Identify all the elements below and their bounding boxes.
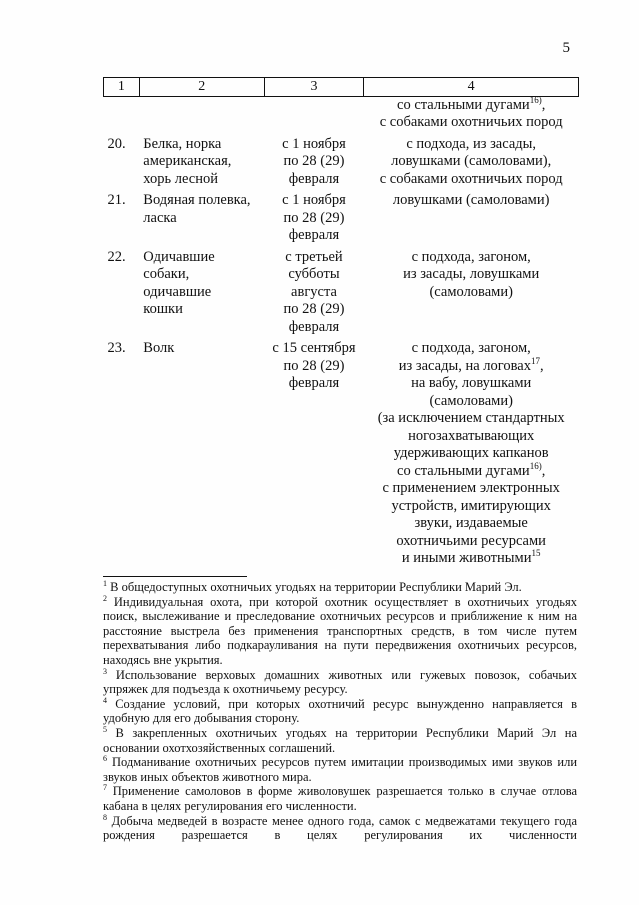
period-line: августа: [291, 283, 337, 300]
methods-cell: [364, 336, 579, 568]
footnote-mark: 1: [103, 579, 107, 588]
period-line: февраля: [288, 227, 340, 243]
method-line: охотничьими ресурсами: [396, 532, 546, 549]
table-row-continuation: [104, 96, 579, 132]
column-header-4: 4: [364, 78, 579, 97]
footnote-ref: 16): [529, 94, 542, 105]
footnote-text: Подманивание охотничьих ресурсов путем имитации производимых ими звуков или звуков иных объектов животного мира.: [103, 755, 578, 784]
method-line: с подхода, загоном,: [411, 248, 531, 265]
method-line: (самоловами): [429, 283, 513, 300]
page-number: 5: [562, 40, 570, 56]
period-line: по 28 (29): [283, 209, 345, 226]
period-line: по 28 (29): [283, 301, 345, 317]
period-line: февраля: [288, 170, 340, 187]
footnote-ref: 15: [531, 548, 541, 558]
method-line: и иными животными$^{15}$: [401, 548, 541, 566]
footnote-text: Создание условий, при которых охотничий ресурс вынужденно направляется в удобную для его добывания сторону.: [103, 696, 577, 726]
method-line: с собаками охотничьих пород: [379, 114, 563, 130]
period-line: февраля: [288, 375, 340, 391]
footnote: [103, 580, 577, 595]
method-line: со стальными дугами$^{16)}$,: [397, 94, 546, 113]
method-line: ловушками (самоловами): [392, 192, 550, 208]
footnote-mark: 6: [103, 754, 107, 764]
footnote-ref: 16): [529, 460, 542, 471]
method-line: на вабу, ловушками: [411, 375, 532, 391]
period-line: по 28 (29): [283, 153, 345, 169]
footnote-text: В общедоступных охотничьих угодьях на территории Республики Марий Эл.: [110, 580, 522, 594]
footnote: [103, 784, 577, 813]
table-row: [104, 336, 579, 568]
species-cell: [139, 336, 264, 568]
period-cell: [264, 188, 364, 245]
method-line: из засады, ловушками: [403, 266, 540, 282]
methods-cell: [364, 96, 579, 132]
period-line: с 1 ноября: [282, 135, 346, 152]
period-line: с 15 сентября: [272, 340, 356, 356]
species-cell: [139, 188, 264, 245]
footnote-text: Использование верховых домашних животных или гужевых повозок, собачьих упряжек для подъезда к охотничьему ресурсу.: [103, 667, 578, 697]
method-line: с подхода, из засады,: [406, 135, 537, 152]
method-line: (за исключением стандартных: [377, 410, 565, 426]
species-line: Водяная полевка,: [143, 192, 251, 208]
period-cell: [264, 132, 364, 189]
species-line: ласка: [143, 209, 177, 226]
method-line: ногозахватывающих: [408, 427, 535, 444]
period-cell: [264, 336, 364, 568]
methods-cell: [364, 245, 579, 337]
species-line: Волк: [143, 340, 175, 356]
species-line: собаки,: [143, 266, 190, 282]
period-line: по 28 (29): [283, 357, 345, 374]
footnote: [103, 668, 577, 697]
species-line: Белка, норка: [143, 135, 222, 152]
footnote: [103, 595, 577, 668]
footnote-mark: 7: [103, 783, 107, 793]
methods-cell: [364, 132, 579, 189]
period-line: с 1 ноября: [282, 192, 346, 208]
species-line: американская,: [143, 153, 232, 169]
hunting-periods-table: [103, 77, 579, 568]
method-line: ловушками (самоловами),: [391, 153, 552, 169]
row-number: 23.: [107, 340, 126, 356]
row-number: 21.: [107, 192, 126, 208]
species-line: хорь лесной: [143, 170, 218, 187]
footnote-text: Добыча медведей в возрасте менее одного года, самок с медвежатами текущего года рождения разрешается в целях регулирования их численности: [103, 813, 578, 843]
row-number: 20.: [107, 135, 126, 152]
footnote-separator: [103, 576, 247, 577]
footnote: [103, 755, 577, 784]
footnote-mark: 4: [103, 695, 107, 705]
period-cell: [264, 245, 364, 337]
method-line: с подхода, загоном,: [411, 340, 531, 356]
method-line: (самоловами): [429, 392, 513, 409]
method-line: удерживающих капканов: [393, 445, 549, 461]
table-row: [104, 132, 579, 189]
table-header-row: [104, 78, 579, 97]
method-line: с применением электронных: [382, 480, 560, 496]
method-line: устройств, имитирующих: [391, 497, 551, 514]
methods-cell: [364, 188, 579, 245]
method-line: с собаками охотничьих пород: [379, 170, 563, 187]
row-number: 22.: [107, 248, 126, 265]
table-row: [104, 245, 579, 337]
table-row: [104, 188, 579, 245]
column-header-3: 3: [264, 78, 364, 97]
period-line: с третьей: [285, 248, 343, 265]
method-line: из засады, на логовах$^{17}$,: [398, 355, 544, 374]
footnote-text: Индивидуальная охота, при которой охотник осуществляет в охотничьих угодьях поиск, выслеживание и преследование охотничьих ресурсов и приближение к ним на расстояние выстрела без применения транспортных средств, в том числе путем перехватывания либо подкарауливания на пути передвижения охотничьих ресурсов, находясь вне укрытия.: [103, 594, 577, 667]
species-line: Одичавшие: [143, 248, 215, 265]
footnote: [103, 726, 577, 755]
method-line: со стальными дугами$^{16)}$,: [397, 460, 546, 479]
footnote-ref: 17: [530, 355, 540, 366]
column-header-2: 2: [139, 78, 264, 97]
footnotes: [103, 580, 577, 843]
column-header-1: 1: [104, 78, 140, 97]
footnote-mark: 2: [103, 593, 107, 603]
method-line: звуки, издаваемые: [414, 515, 528, 531]
footnote-mark: 5: [103, 724, 107, 734]
footnote: [103, 814, 577, 843]
footnote-text: В закрепленных охотничьих угодьях на территории Республики Марий Эл на основании охотхозяйственных соглашений.: [103, 725, 577, 755]
footnote: [103, 697, 577, 726]
period-line: субботы: [288, 266, 340, 282]
footnote-mark: 3: [103, 666, 107, 676]
footnote-text: Применение самоловов в форме живоловушек разрешается только в случае отлова кабана в целях регулирования его численности.: [103, 784, 577, 813]
species-line: одичавшие: [143, 283, 212, 300]
species-cell: [139, 245, 264, 337]
period-line: февраля: [288, 318, 340, 335]
footnote-mark: 8: [103, 812, 107, 822]
species-line: кошки: [143, 301, 183, 317]
species-cell: [139, 132, 264, 189]
